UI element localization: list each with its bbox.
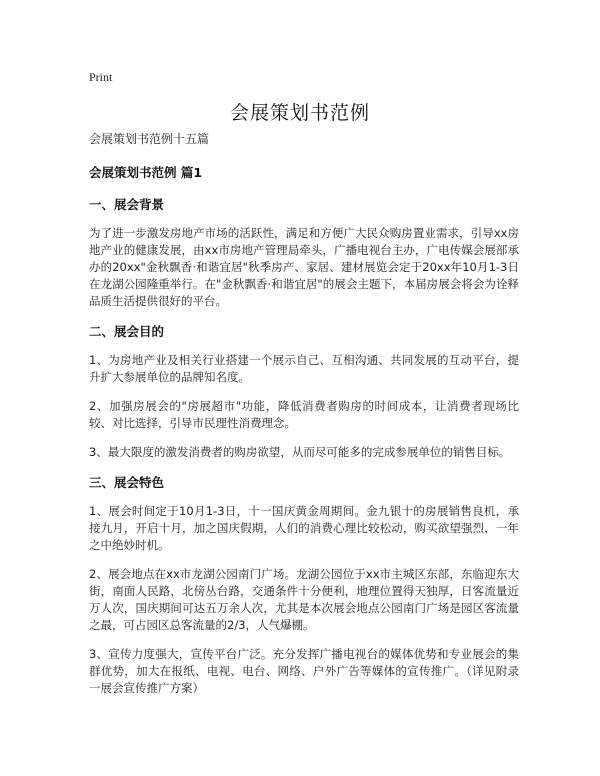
paragraph: 1、展会时间定于10月1-3日，十一国庆黄金周期间。金九银十的房展销售良机，承接九月，开启十月，加之国庆假期，人们的消费心理比较松动，购买欲望强烈，一年之中绝妙时机。 (89, 504, 519, 552)
document-subtitle: 会展策划书范例十五篇 (89, 132, 210, 146)
print-label[interactable]: Print (89, 70, 113, 84)
paragraph: 2、展会地点在xx市龙湖公园南门广场。龙湖公园位于xx市主城区东部，东临迎东大街，南面人民路，北傍丛台路，交通条件十分便利，地理位置得天独厚，日客流量近万人次，国庆期间可达五万余人次，尤其是本次展会地点公园南门广场是园区客流量之最，可占园区总客流量的2/3，人气爆棚。 (89, 567, 519, 632)
article-heading: 会展策划书范例 篇1 (89, 165, 203, 180)
paragraph: 为了进一步激发房地产市场的活跃性，满足和方便广大民众购房置业需求，引导xx房地产业的健康发展，由xx市房地产管理局牵头，广播电视台主办，广电传媒会展部承办的20xx"金秋飘香·和谐宜居"秋季房产、家居、建材展览会定于20xx年10月1-3日在龙湖公园隆重举行。在"金秋飘香·和谐宜居"的展会主题下，本届房展会将会为诠释品质生活提供很好的平台。 (89, 226, 519, 308)
document-body (89, 130, 519, 709)
page-title: 会展策划书范例 (229, 102, 370, 124)
section-heading: 三、展会特色 (89, 475, 165, 490)
section-heading: 二、展会目的 (89, 324, 165, 339)
paragraph: 1、为房地产业及相关行业搭建一个展示自己、互相沟通、共同发展的互动平台，提升扩大参展单位的品牌知名度。 (89, 353, 519, 384)
section-background (89, 195, 519, 310)
paragraph: 3、宣传力度强大，宣传平台广泛。充分发挥广播电视台的媒体优势和专业展会的集群优势，加大在报纸、电视、电台、网络、户外广告等媒体的宣传推广。（详见附录一展会宣传推广方案） (89, 647, 519, 695)
section-purpose (89, 322, 519, 461)
section-features (89, 473, 519, 697)
paragraph: 3、最大限度的激发消费者的购房欲望，从而尽可能多的完成参展单位的销售目标。 (89, 445, 511, 459)
section-heading: 一、展会背景 (89, 197, 165, 212)
paragraph: 2、加强房展会的"房展超市"功能，降低消费者购房的时间成本，让消费者现场比较、对比选择，引导市民理性消费理念。 (89, 399, 519, 430)
